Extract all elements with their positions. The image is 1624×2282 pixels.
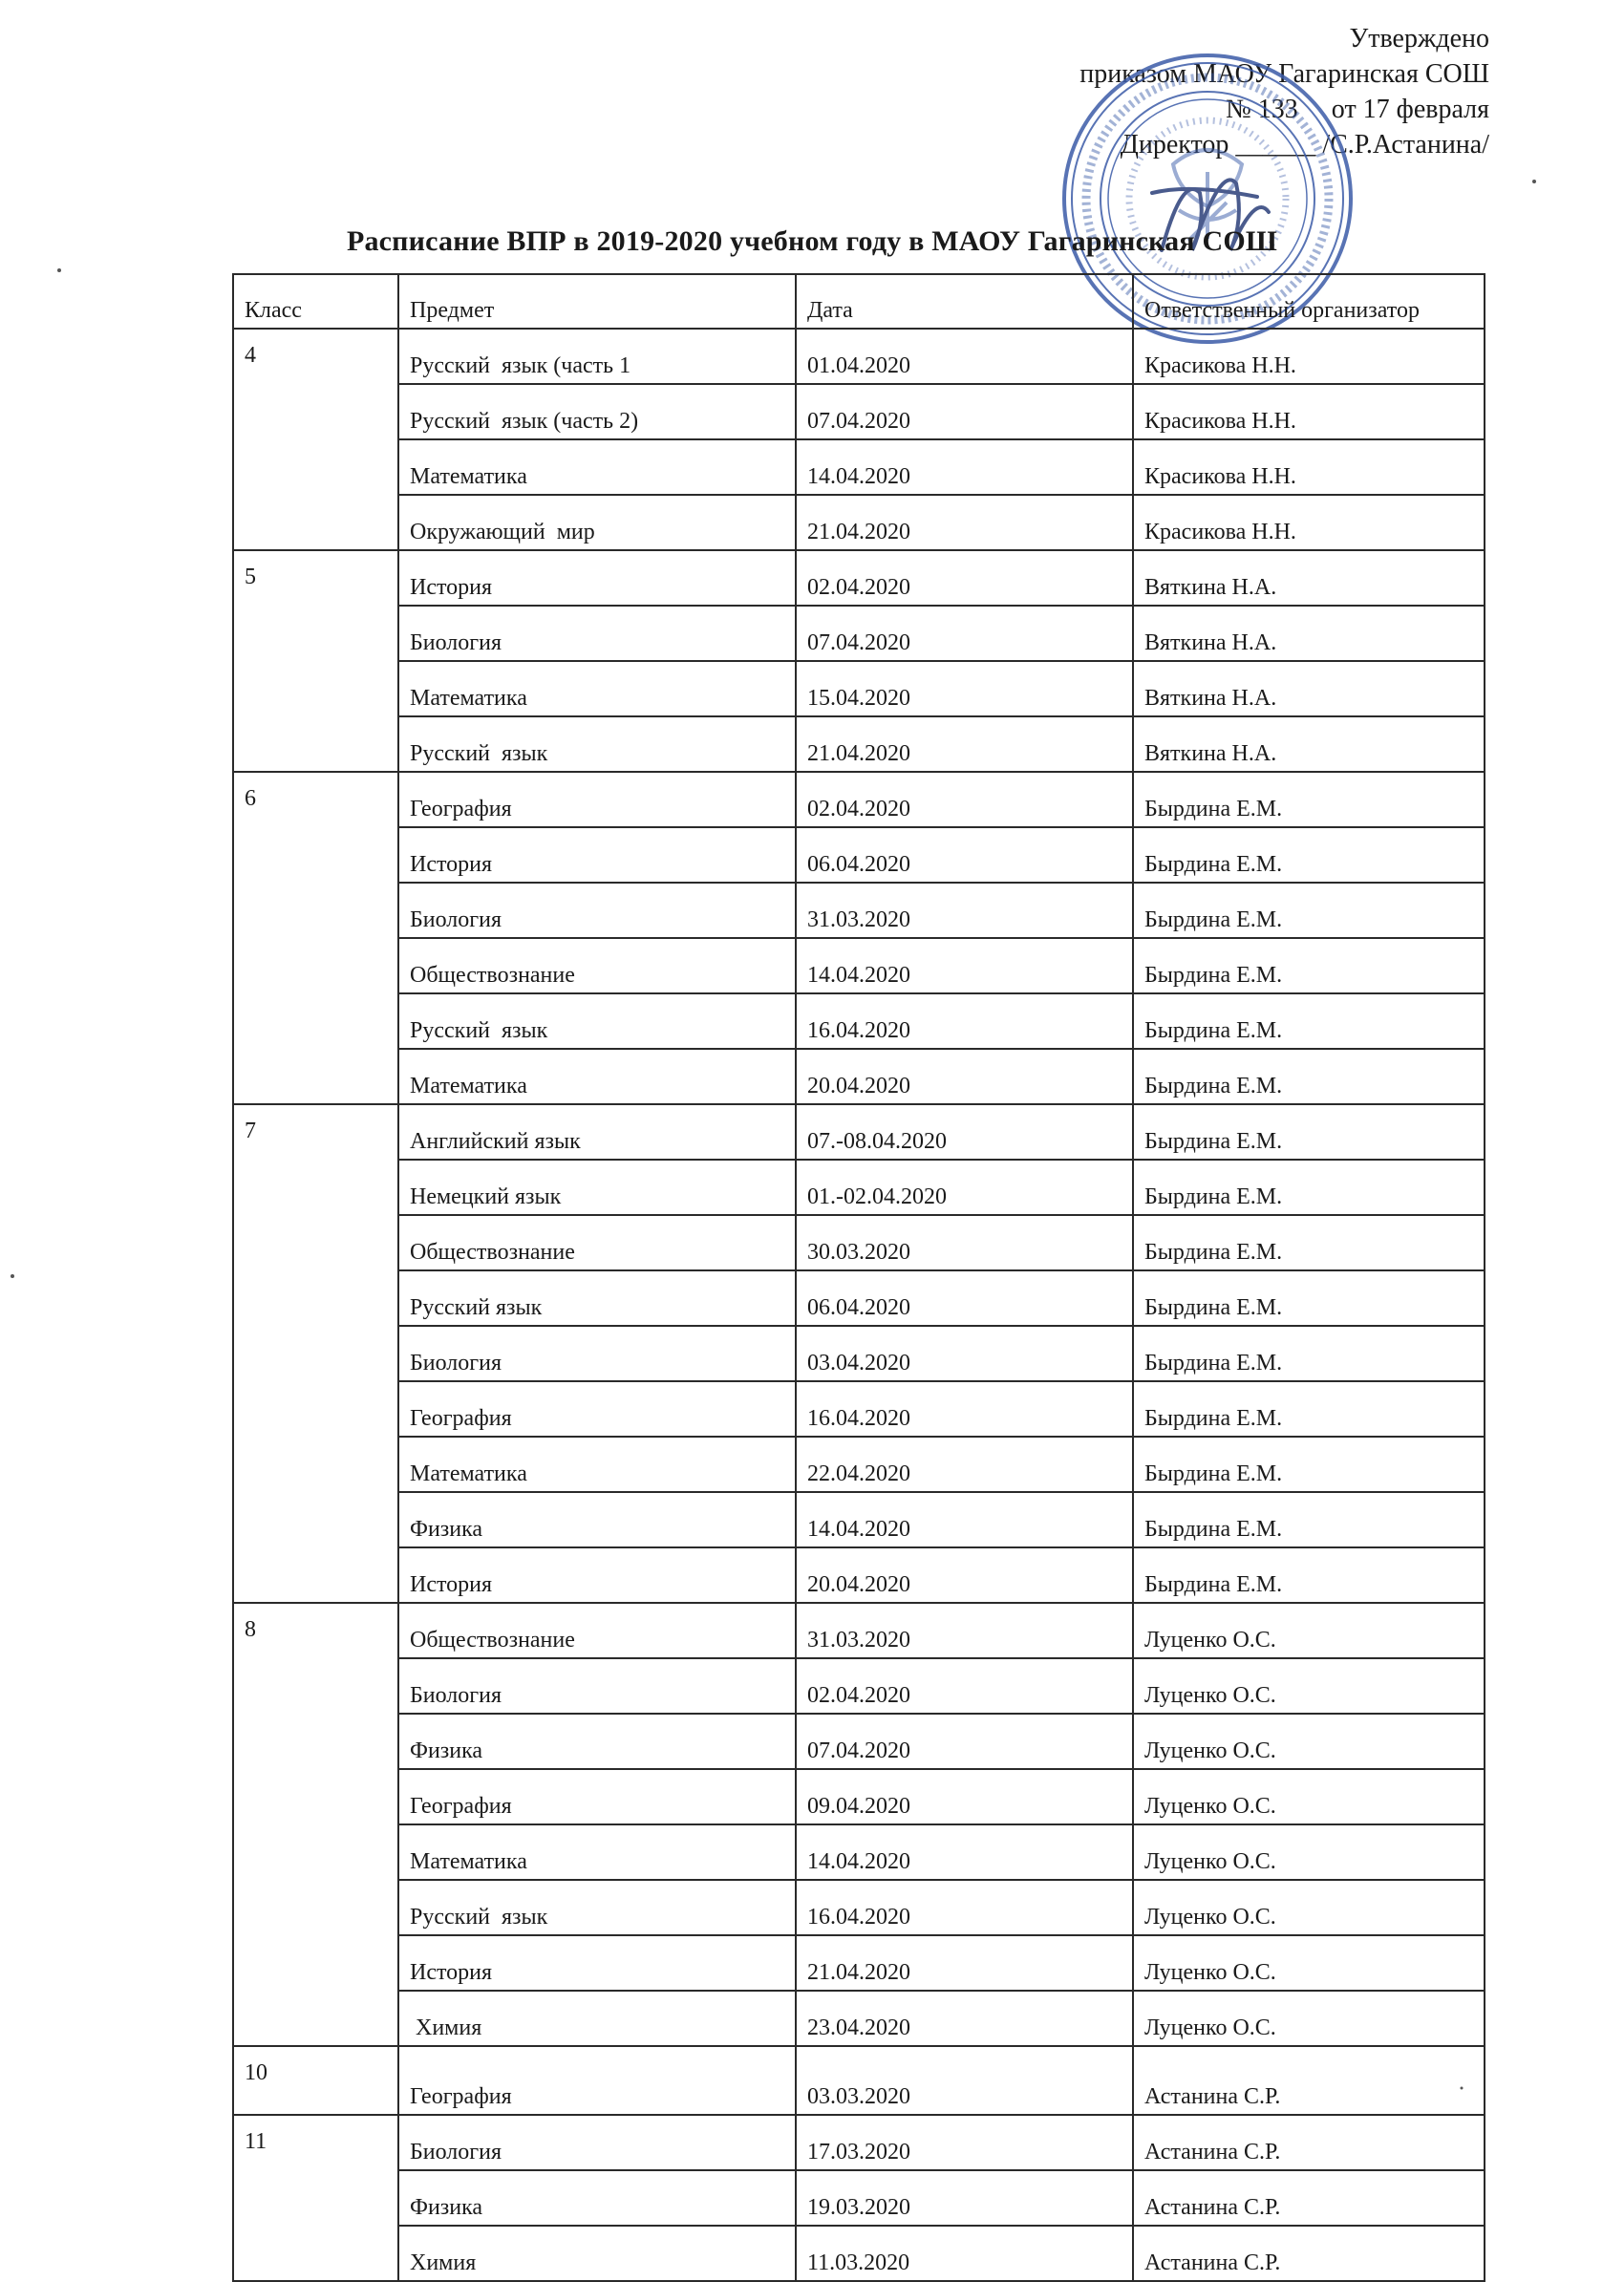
table-row: [233, 1049, 1485, 1104]
table-row: [233, 1880, 1485, 1935]
table-row: [233, 1160, 1485, 1215]
organizer-cell: Бырдина Е.М.: [1133, 1437, 1485, 1492]
table-row: [233, 1714, 1485, 1769]
date-cell: 14.04.2020: [796, 1824, 1133, 1880]
table-row: [233, 384, 1485, 439]
date-cell: 06.04.2020: [796, 827, 1133, 883]
subject-cell: Математика: [398, 1049, 796, 1104]
organizer-cell: Вяткина Н.А.: [1133, 606, 1485, 661]
table-row: [233, 2115, 1485, 2170]
organizer-cell: Красикова Н.Н.: [1133, 495, 1485, 550]
subject-cell: Биология: [398, 2115, 796, 2170]
subject-cell: Обществознание: [398, 938, 796, 993]
subject-cell: Физика: [398, 2170, 796, 2226]
organizer-cell: Бырдина Е.М.: [1133, 883, 1485, 938]
schedule-table: [232, 273, 1485, 2282]
table-row: [233, 1824, 1485, 1880]
organizer-cell: Астанина С.Р.: [1133, 2115, 1485, 2170]
date-cell: 14.04.2020: [796, 439, 1133, 495]
organizer-cell: Бырдина Е.М.: [1133, 1215, 1485, 1270]
header-class: Класс: [233, 274, 398, 329]
date-cell: 21.04.2020: [796, 1935, 1133, 1991]
date-cell: 02.04.2020: [796, 550, 1133, 606]
subject-cell: Русский язык: [398, 993, 796, 1049]
date-cell: 30.03.2020: [796, 1215, 1133, 1270]
class-cell: 6: [233, 772, 398, 1104]
table-row: [233, 1935, 1485, 1991]
subject-cell: История: [398, 550, 796, 606]
date-cell: 20.04.2020: [796, 1547, 1133, 1603]
organizer-cell: Красикова Н.Н.: [1133, 384, 1485, 439]
subject-cell: Физика: [398, 1492, 796, 1547]
table-body: [233, 329, 1485, 2281]
class-cell: 11: [233, 2115, 398, 2281]
table-row: [233, 938, 1485, 993]
table-row: [233, 1326, 1485, 1381]
organizer-cell: Астанина С.Р.: [1133, 2046, 1485, 2115]
header-date: Дата: [796, 274, 1133, 329]
organizer-cell: Астанина С.Р.: [1133, 2226, 1485, 2281]
table-row: [233, 1270, 1485, 1326]
document-title: Расписание ВПР в 2019-2020 учебном году в МАОУ Гагаринская СОШ: [346, 225, 1278, 257]
subject-cell: Биология: [398, 1658, 796, 1714]
subject-cell: Обществознание: [398, 1603, 796, 1658]
subject-cell: Биология: [398, 1326, 796, 1381]
date-cell: 07.-08.04.2020: [796, 1104, 1133, 1160]
table-row: [233, 550, 1485, 606]
table-row: [233, 495, 1485, 550]
subject-cell: История: [398, 827, 796, 883]
date-cell: 11.03.2020: [796, 2226, 1133, 2281]
date-cell: 07.04.2020: [796, 606, 1133, 661]
subject-cell: География: [398, 1769, 796, 1824]
subject-cell: Физика: [398, 1714, 796, 1769]
date-cell: 01.-02.04.2020: [796, 1160, 1133, 1215]
table-row: [233, 1547, 1485, 1603]
date-cell: 02.04.2020: [796, 772, 1133, 827]
table-row: [233, 716, 1485, 772]
table-row: [233, 772, 1485, 827]
date-cell: 21.04.2020: [796, 716, 1133, 772]
table-row: [233, 2170, 1485, 2226]
organizer-cell: Бырдина Е.М.: [1133, 938, 1485, 993]
organizer-cell: Красикова Н.Н.: [1133, 329, 1485, 384]
date-cell: 20.04.2020: [796, 1049, 1133, 1104]
date-cell: 14.04.2020: [796, 1492, 1133, 1547]
organizer-cell: Бырдина Е.М.: [1133, 1160, 1485, 1215]
table-row: [233, 2046, 1485, 2115]
organizer-cell: Вяткина Н.А.: [1133, 716, 1485, 772]
subject-cell: Математика: [398, 439, 796, 495]
organizer-cell: Луценко О.С.: [1133, 1991, 1485, 2046]
date-cell: 16.04.2020: [796, 993, 1133, 1049]
date-cell: 06.04.2020: [796, 1270, 1133, 1326]
subject-cell: Биология: [398, 606, 796, 661]
date-cell: 31.03.2020: [796, 1603, 1133, 1658]
class-cell: 5: [233, 550, 398, 772]
subject-cell: Химия: [398, 2226, 796, 2281]
date-cell: 03.04.2020: [796, 1326, 1133, 1381]
organizer-cell: Луценко О.С.: [1133, 1824, 1485, 1880]
subject-cell: Русский язык: [398, 1270, 796, 1326]
organizer-cell: Бырдина Е.М.: [1133, 1381, 1485, 1437]
table-row: [233, 993, 1485, 1049]
date-cell: 31.03.2020: [796, 883, 1133, 938]
subject-cell: География: [398, 1381, 796, 1437]
subject-cell: История: [398, 1935, 796, 1991]
approval-line-approved: Утверждено: [1349, 24, 1489, 53]
table-row: [233, 1492, 1485, 1547]
date-cell: 16.04.2020: [796, 1381, 1133, 1437]
class-cell: 4: [233, 329, 398, 550]
subject-cell: Русский язык: [398, 1880, 796, 1935]
subject-cell: Химия: [398, 1991, 796, 2046]
date-cell: 03.03.2020: [796, 2046, 1133, 2115]
date-cell: 09.04.2020: [796, 1769, 1133, 1824]
date-cell: 16.04.2020: [796, 1880, 1133, 1935]
date-cell: 23.04.2020: [796, 1991, 1133, 2046]
approval-line-number: № 133 от 17 февраля: [1226, 95, 1489, 124]
organizer-cell: Красикова Н.Н.: [1133, 439, 1485, 495]
header-subject: Предмет: [398, 274, 796, 329]
organizer-cell: Бырдина Е.М.: [1133, 1326, 1485, 1381]
organizer-cell: Бырдина Е.М.: [1133, 1104, 1485, 1160]
table-row: [233, 1769, 1485, 1824]
table-row: [233, 883, 1485, 938]
subject-cell: Русский язык (часть 2): [398, 384, 796, 439]
subject-cell: Обществознание: [398, 1215, 796, 1270]
organizer-cell: Бырдина Е.М.: [1133, 772, 1485, 827]
organizer-cell: Бырдина Е.М.: [1133, 827, 1485, 883]
approval-line-director: Директор ______ /С.Р.Астанина/: [1120, 130, 1489, 160]
organizer-cell: Бырдина Е.М.: [1133, 1270, 1485, 1326]
date-cell: 17.03.2020: [796, 2115, 1133, 2170]
table-row: [233, 1437, 1485, 1492]
organizer-cell: Луценко О.С.: [1133, 1880, 1485, 1935]
organizer-cell: Астанина С.Р.: [1133, 2170, 1485, 2226]
date-cell: 14.04.2020: [796, 938, 1133, 993]
subject-cell: Английский язык: [398, 1104, 796, 1160]
table-row: [233, 1215, 1485, 1270]
class-cell: 10: [233, 2046, 398, 2115]
subject-cell: История: [398, 1547, 796, 1603]
subject-cell: Биология: [398, 883, 796, 938]
subject-cell: Русский язык: [398, 716, 796, 772]
table-row: [233, 1991, 1485, 2046]
organizer-cell: Луценко О.С.: [1133, 1935, 1485, 1991]
date-cell: 21.04.2020: [796, 495, 1133, 550]
table-row: [233, 661, 1485, 716]
date-cell: 07.04.2020: [796, 384, 1133, 439]
subject-cell: Математика: [398, 1437, 796, 1492]
date-cell: 01.04.2020: [796, 329, 1133, 384]
subject-cell: Окружающий мир: [398, 495, 796, 550]
table-row: [233, 1104, 1485, 1160]
organizer-cell: Луценко О.С.: [1133, 1714, 1485, 1769]
subject-cell: Математика: [398, 661, 796, 716]
organizer-cell: Бырдина Е.М.: [1133, 1492, 1485, 1547]
organizer-cell: Бырдина Е.М.: [1133, 1049, 1485, 1104]
date-cell: 07.04.2020: [796, 1714, 1133, 1769]
table-row: [233, 606, 1485, 661]
approval-line-order: приказом МАОУ Гагаринская СОШ: [1079, 59, 1489, 89]
organizer-cell: Луценко О.С.: [1133, 1603, 1485, 1658]
organizer-cell: Вяткина Н.А.: [1133, 661, 1485, 716]
table-row: [233, 329, 1485, 384]
organizer-cell: Бырдина Е.М.: [1133, 993, 1485, 1049]
subject-cell: География: [398, 2046, 796, 2115]
organizer-cell: Луценко О.С.: [1133, 1658, 1485, 1714]
date-cell: 22.04.2020: [796, 1437, 1133, 1492]
date-cell: 02.04.2020: [796, 1658, 1133, 1714]
organizer-cell: Луценко О.С.: [1133, 1769, 1485, 1824]
organizer-cell: Вяткина Н.А.: [1133, 550, 1485, 606]
date-cell: 19.03.2020: [796, 2170, 1133, 2226]
date-cell: 15.04.2020: [796, 661, 1133, 716]
table-row: [233, 2226, 1485, 2281]
table-header-row: [233, 274, 1485, 329]
organizer-cell: Бырдина Е.М.: [1133, 1547, 1485, 1603]
class-cell: 7: [233, 1104, 398, 1603]
table-row: [233, 827, 1485, 883]
class-cell: 8: [233, 1603, 398, 2046]
subject-cell: Немецкий язык: [398, 1160, 796, 1215]
table-row: [233, 1603, 1485, 1658]
header-organizer: Ответственный организатор: [1133, 274, 1485, 329]
table-row: [233, 439, 1485, 495]
table-row: [233, 1381, 1485, 1437]
subject-cell: Русский язык (часть 1: [398, 329, 796, 384]
table-row: [233, 1658, 1485, 1714]
subject-cell: Математика: [398, 1824, 796, 1880]
subject-cell: География: [398, 772, 796, 827]
